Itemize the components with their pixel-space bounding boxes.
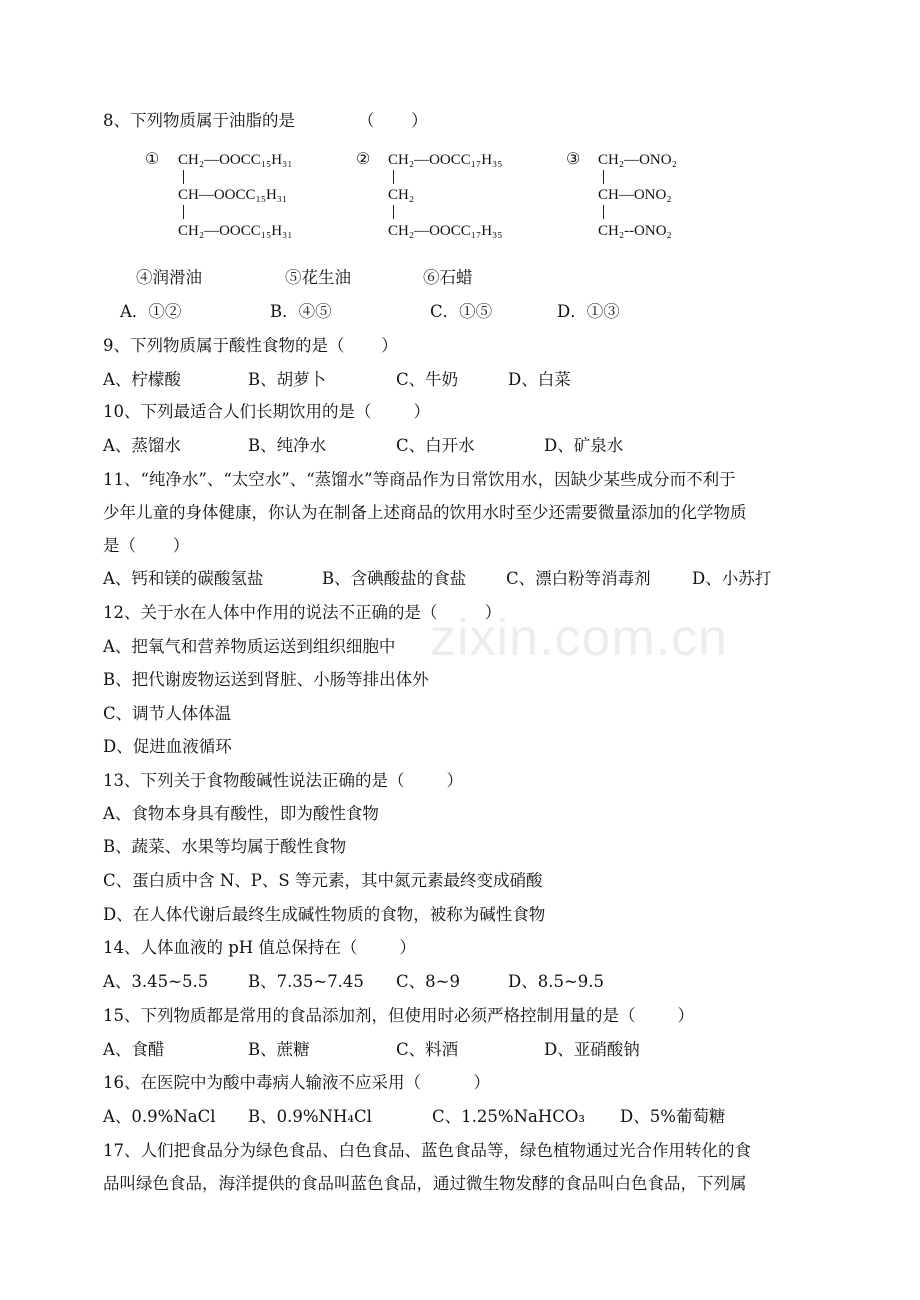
structure-1-row-3: CH₂—OOCC₁₅H₃₁ xyxy=(178,223,293,239)
structure-1-label: ① xyxy=(145,151,160,168)
q8-stem: 8、下列物质属于油脂的是 （ ） xyxy=(103,111,428,130)
q11-option-a: A、钙和镁的碳酸氢盐 xyxy=(103,569,264,588)
q17-line-2: 品叫绿色食品，海洋提供的食品叫蓝色食品，通过微生物发酵的食品叫白色食品，下列属 xyxy=(103,1174,747,1193)
q10-option-c: C、白开水 xyxy=(396,436,475,455)
q11-line-2: 少年儿童的身体健康，你认为在制备上述商品的饮用水时至少还需要微量添加的化学物质 xyxy=(103,503,747,522)
bond-line xyxy=(183,205,184,219)
structure-3-label: ③ xyxy=(566,151,581,168)
q9-stem: 9、下列物质属于酸性食物的是（ ） xyxy=(103,336,398,355)
q13-stem: 13、下列关于食物酸碱性说法正确的是（ ） xyxy=(103,771,463,790)
q12-option-d: D、促进血液循环 xyxy=(103,737,232,756)
q10-option-d: D、矿泉水 xyxy=(544,436,624,455)
q17-line-1: 17、人们把食品分为绿色食品、白色食品、蓝色食品等，绿色植物通过光合作用转化的食 xyxy=(103,1141,751,1160)
bond-line xyxy=(183,170,184,184)
q13-option-d: D、在人体代谢后最终生成碱性物质的食物，被称为碱性食物 xyxy=(103,905,546,924)
watermark: zixin.com.cn xyxy=(430,609,729,667)
q16-option-d: D、5%葡萄糖 xyxy=(620,1107,726,1126)
q11-line-1: 11、“纯净水”、“太空水”、“蒸馏水”等商品作为日常饮用水，因缺少某些成分而不利于 xyxy=(103,470,736,489)
q8-option-d: D．①③ xyxy=(557,302,620,321)
q16-option-c: C、1.25%NaHCO₃ xyxy=(432,1107,585,1126)
q9-option-d: D、白菜 xyxy=(508,370,571,389)
q12-option-a: A、把氧气和营养物质运送到组织细胞中 xyxy=(103,637,396,656)
structure-1-row-1: CH₂—OOCC₁₅H₃₁ xyxy=(178,152,293,168)
structure-2-row-2: CH₂ xyxy=(388,187,415,203)
q11-option-b: B、含碘酸盐的食盐 xyxy=(322,569,467,588)
q15-option-d: D、亚硝酸钠 xyxy=(544,1040,640,1059)
q13-option-c: C、蛋白质中含 N、P、S 等元素，其中氮元素最终变成硝酸 xyxy=(103,871,543,890)
q12-stem: 12、关于水在人体中作用的说法不正确的是（ ） xyxy=(103,603,502,622)
structure-3-row-1: CH₂—ONO₂ xyxy=(598,152,677,168)
q12-option-c: C、调节人体体温 xyxy=(103,704,232,723)
q16-option-b: B、0.9%NH₄Cl xyxy=(248,1107,372,1126)
q16-stem: 16、在医院中为酸中毒病人输液不应采用（ ） xyxy=(103,1073,490,1092)
q10-option-a: A、蒸馏水 xyxy=(103,436,181,455)
structure-2-row-1: CH₂—OOCC₁₇H₃₅ xyxy=(388,152,503,168)
bond-line xyxy=(603,205,604,219)
bond-line xyxy=(603,170,604,184)
q14-option-b: B、7.35~7.45 xyxy=(248,972,364,991)
structure-3-row-2: CH—ONO₂ xyxy=(598,187,672,203)
q9-option-a: A、柠檬酸 xyxy=(103,370,181,389)
q10-stem: 10、下列最适合人们长期饮用的是（ ） xyxy=(103,402,430,421)
q9-option-b: B、胡萝卜 xyxy=(248,370,327,389)
q9-option-c: C、牛奶 xyxy=(396,370,459,389)
q15-option-c: C、料酒 xyxy=(396,1040,459,1059)
q8-extra-4: ④润滑油 xyxy=(136,268,202,287)
q10-option-b: B、纯净水 xyxy=(248,436,327,455)
bond-line xyxy=(393,205,394,219)
q14-option-a: A、3.45~5.5 xyxy=(103,972,209,991)
q8-option-a: A．①② xyxy=(120,302,182,321)
q8-extra-5: ⑤花生油 xyxy=(285,268,351,287)
structure-2-row-3: CH₂—OOCC₁₇H₃₅ xyxy=(388,223,503,239)
structure-3-row-3: CH₂--ONO₂ xyxy=(598,223,672,239)
structure-2-label: ② xyxy=(356,151,371,168)
structure-1-row-2: CH—OOCC₁₅H₃₁ xyxy=(178,187,288,203)
q8-extra-6: ⑥石蜡 xyxy=(423,268,473,287)
q15-option-a: A、食醋 xyxy=(103,1040,165,1059)
q11-option-d: D、小苏打 xyxy=(692,569,772,588)
q8-option-b: B．④⑤ xyxy=(270,302,332,321)
q14-stem: 14、人体血液的 pH 值总保持在（ ） xyxy=(103,938,416,957)
q11-option-c: C、漂白粉等消毒剂 xyxy=(506,569,651,588)
q11-line-3: 是（ ） xyxy=(103,536,190,555)
bond-line xyxy=(393,170,394,184)
q15-stem: 15、下列物质都是常用的食品添加剂，但使用时必须严格控制用量的是（ ） xyxy=(103,1006,694,1025)
q15-option-b: B、蔗糖 xyxy=(248,1040,310,1059)
q16-option-a: A、0.9%NaCl xyxy=(103,1107,216,1126)
q13-option-b: B、蔬菜、水果等均属于酸性食物 xyxy=(103,837,347,856)
q8-option-c: C．①⑤ xyxy=(430,302,493,321)
q14-option-d: D、8.5~9.5 xyxy=(508,972,605,991)
q13-option-a: A、食物本身具有酸性，即为酸性食物 xyxy=(103,804,379,823)
q12-option-b: B、把代谢废物运送到肾脏、小肠等排出体外 xyxy=(103,670,429,689)
q14-option-c: C、8~9 xyxy=(396,972,460,991)
